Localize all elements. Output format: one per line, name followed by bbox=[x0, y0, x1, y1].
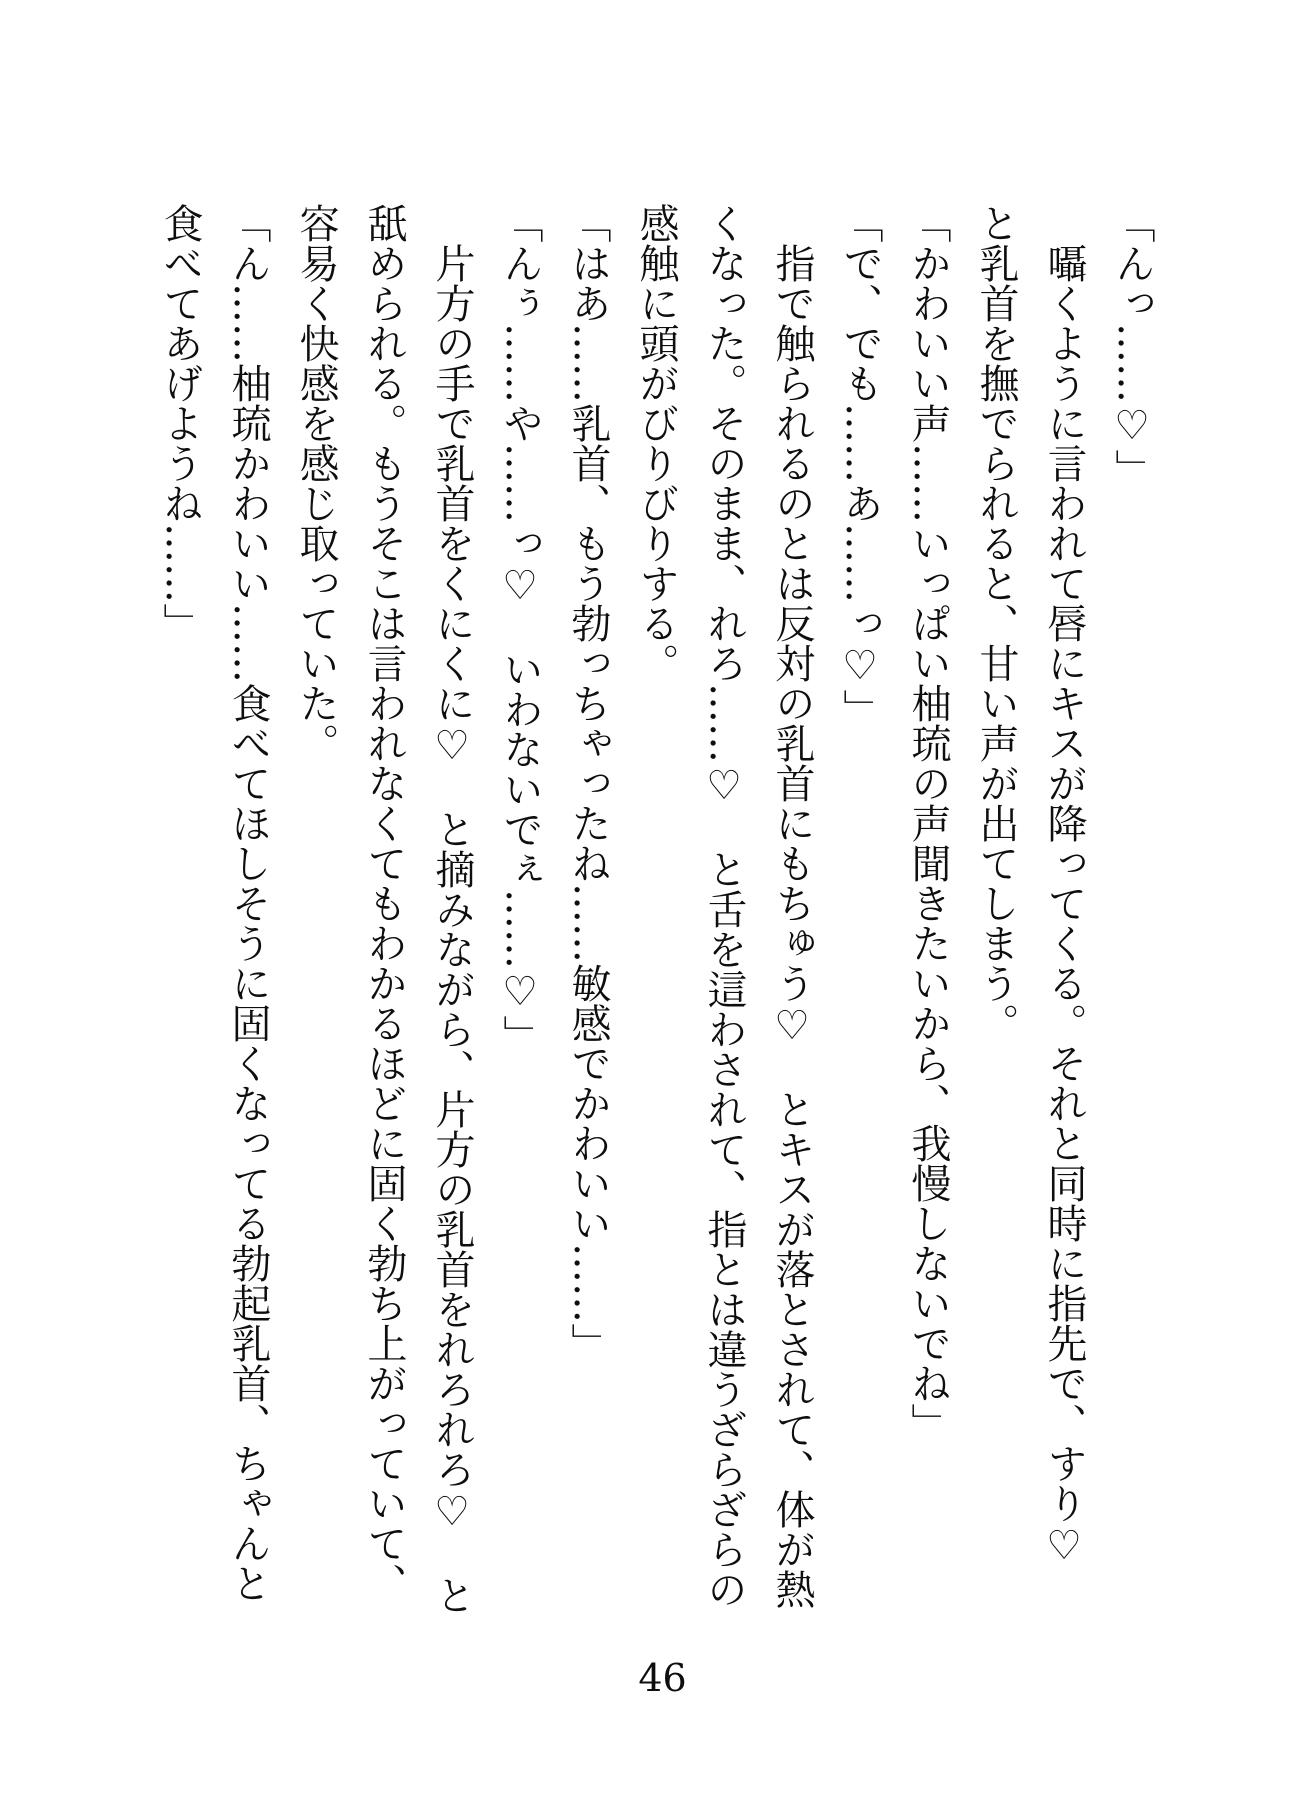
text-column: 囁くように言われて唇にキスが降ってくる。それと同時に指先で、すり♡ bbox=[1041, 243, 1087, 1569]
text-column: 「で、でも……あ……っ♡」 bbox=[837, 203, 883, 729]
text-column: 指で触られるのとは反対の乳首にもちゅう♡ とキスが落とされて、体が熱 bbox=[769, 243, 815, 1609]
text-column: 「はあ……乳首、もう勃っちゃったね……敏感でかわいい……」 bbox=[565, 203, 611, 1363]
text-column: 容易く快感を感じ取っていた。 bbox=[293, 203, 339, 763]
text-column: 舐められる。もうそこは言われなくてもわかるほどに固く勃ち上がっていて、 bbox=[361, 203, 407, 1603]
text-column: 「かわいい声……いっぱい柚琉の声聞きたいから、我慢しないでね」 bbox=[905, 203, 951, 1443]
text-column: 片方の手で乳首をくにくに♡ と摘みながら、片方の乳首をれろれろ♡ と bbox=[429, 243, 475, 1615]
vertical-text-block bbox=[146, 203, 1166, 1633]
text-column: 「ん……柚琉かわいい……食べてほしそうに固くなってる勃起乳首、ちゃんと bbox=[225, 203, 271, 1603]
text-column: 食べてあげようね……」 bbox=[157, 203, 203, 643]
text-column: 感触に頭がびりびりする。 bbox=[633, 203, 679, 683]
text-column: くなった。そのまま、れろ……♡ と舌を這わされて、指とは違うざらざらの bbox=[701, 203, 747, 1609]
text-column: と乳首を撫でられると、甘い声が出てしまう。 bbox=[973, 203, 1019, 1043]
page-number: 46 bbox=[638, 1656, 687, 1700]
text-column: 「んぅ……や……っ♡ いわないでぇ……♡」 bbox=[497, 203, 543, 1055]
text-column: 「んっ……♡」 bbox=[1109, 203, 1155, 489]
